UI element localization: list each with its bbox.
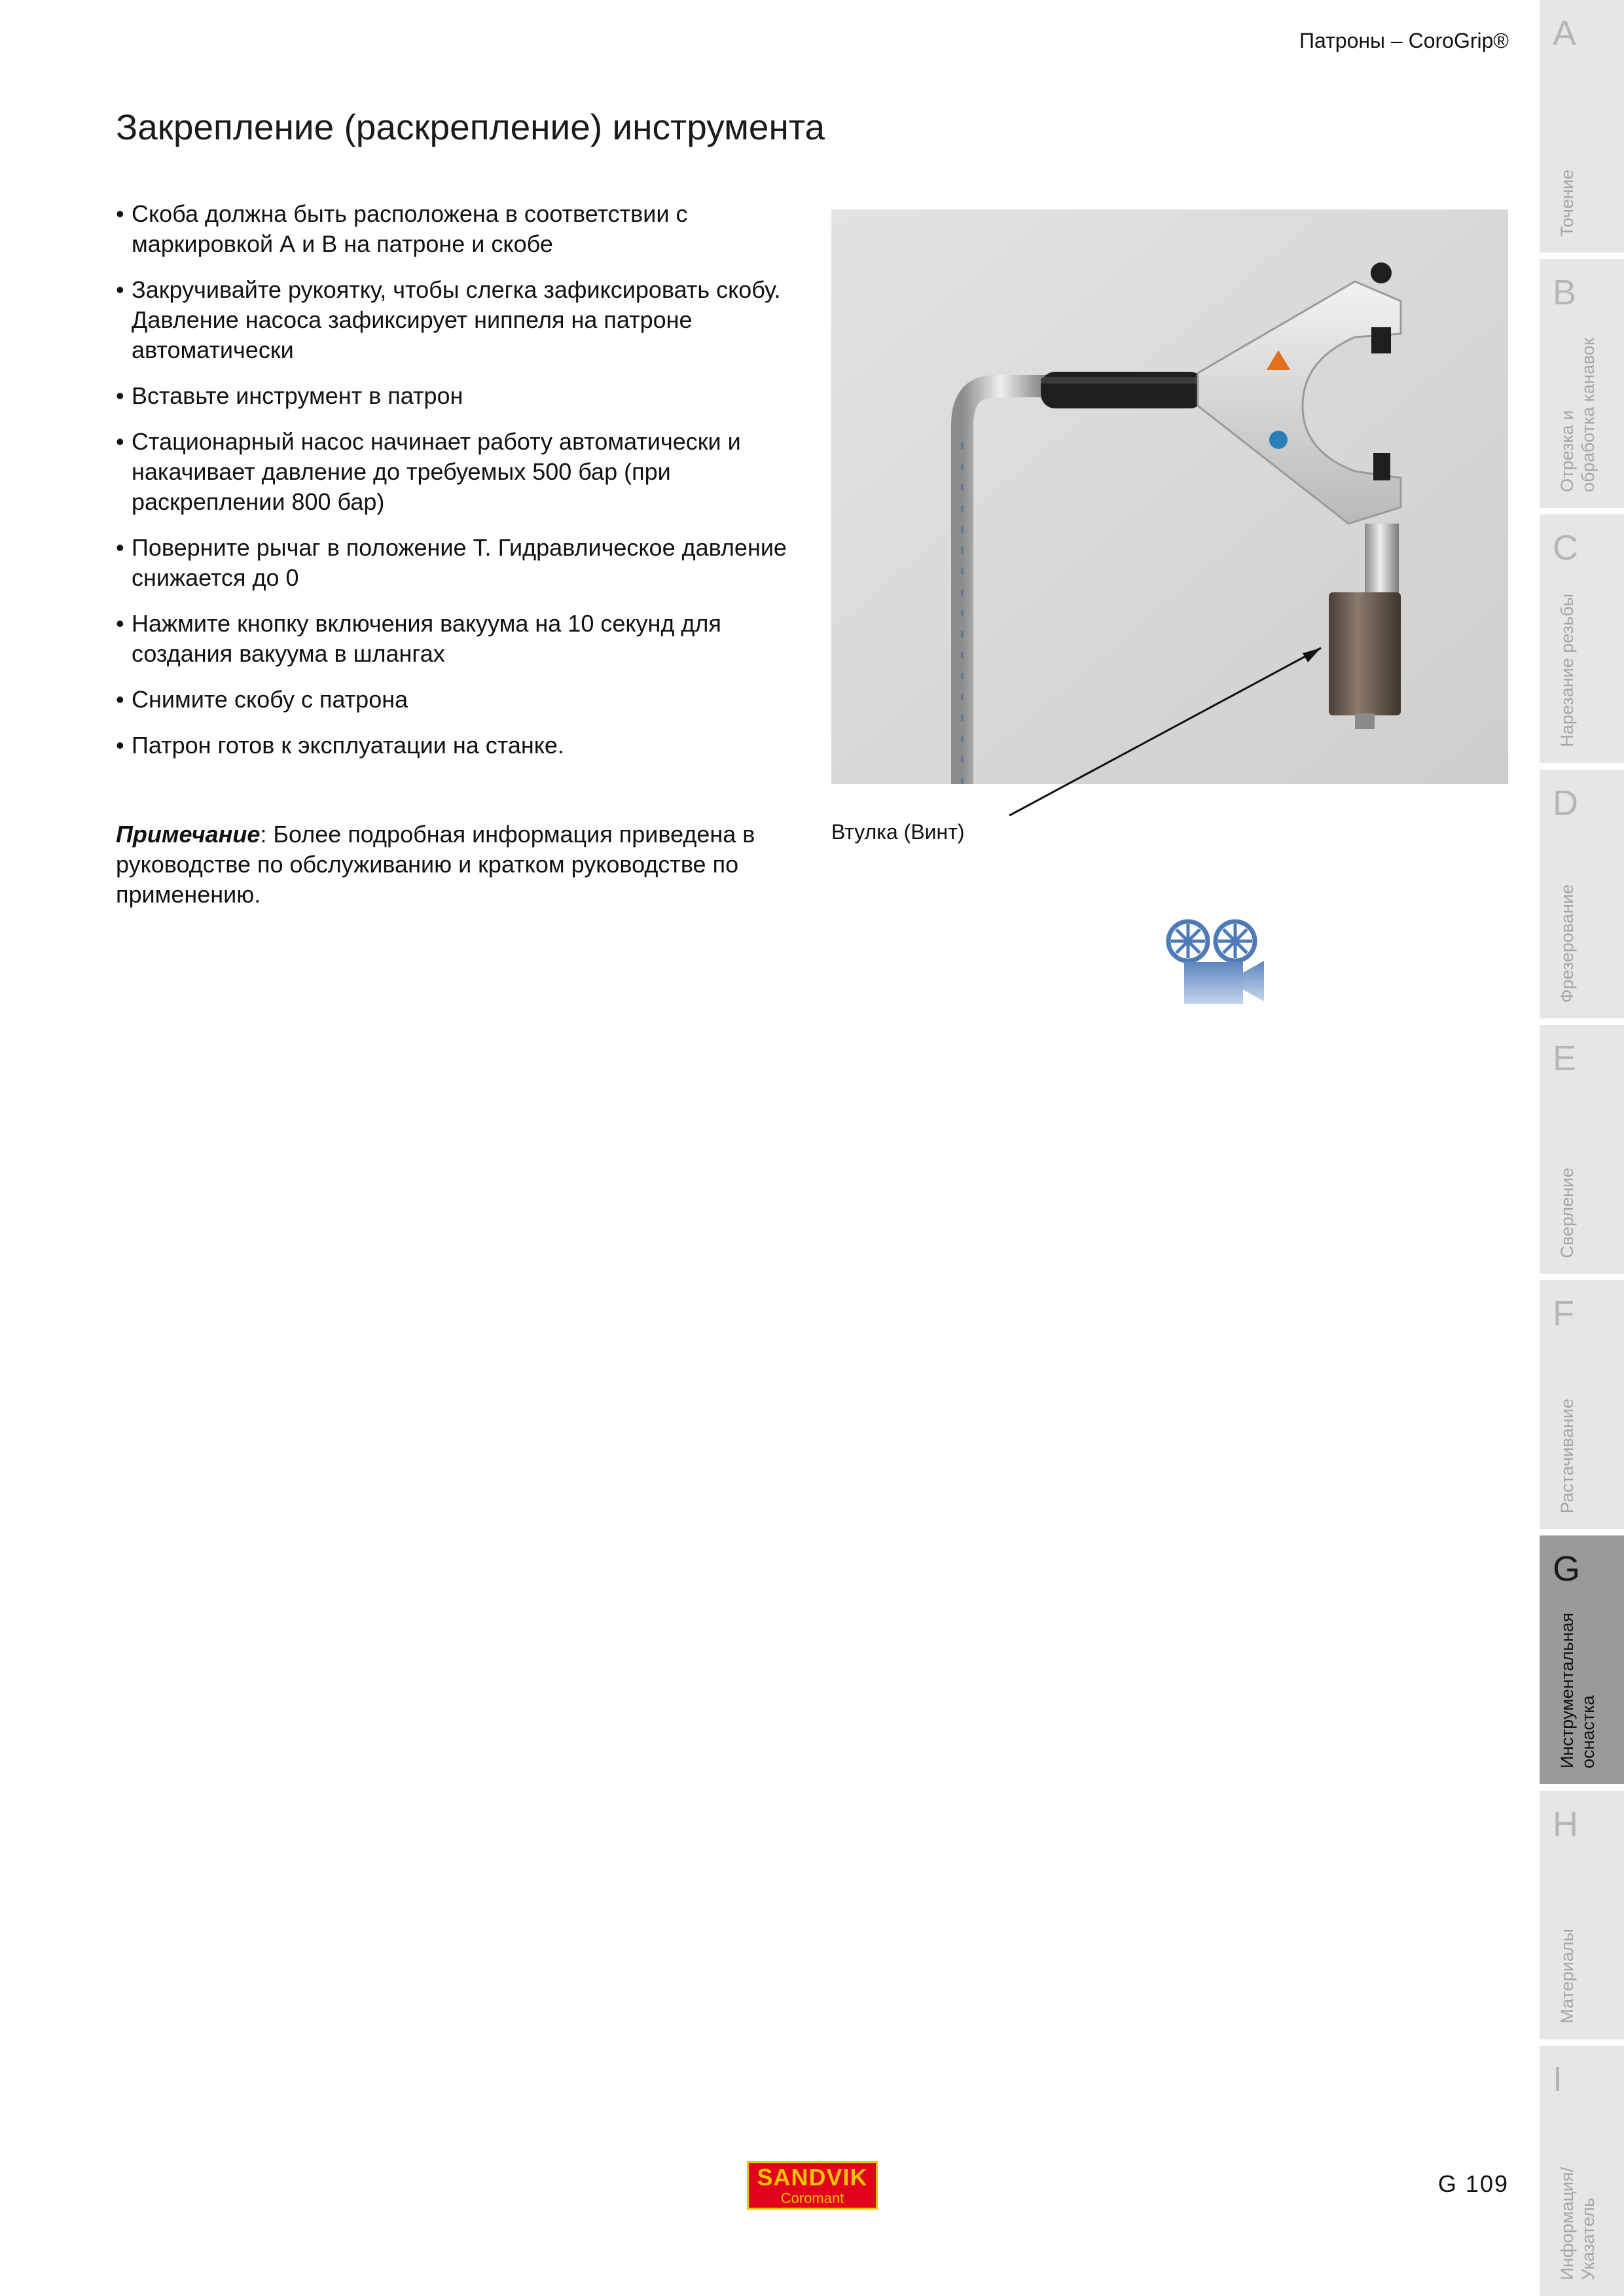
photo-caption: Втулка (Винт) bbox=[831, 820, 965, 844]
tab-letter: H bbox=[1553, 1804, 1578, 1844]
sidebar-tab-b[interactable] bbox=[1540, 259, 1624, 508]
tab-letter: D bbox=[1553, 783, 1578, 823]
sidebar-tab-f[interactable] bbox=[1540, 1280, 1624, 1529]
instruction-item: • Стационарный насос начинает работу автоматически и накачивает давление до требуемых 500 бар (при раскреплении 800 бар) bbox=[116, 427, 810, 517]
instruction-item: • Патрон готов к эксплуатации на станке. bbox=[116, 730, 810, 761]
sidebar-tab-i[interactable] bbox=[1540, 2046, 1624, 2296]
sidebar-tab-g[interactable] bbox=[1540, 1535, 1624, 1784]
instruction-item: • Снимите скобу с патрона bbox=[116, 685, 810, 715]
section-sidebar bbox=[1540, 0, 1624, 2296]
note-label: Примечание bbox=[116, 821, 261, 848]
page-number: G 109 bbox=[1437, 2170, 1509, 2197]
tab-letter: E bbox=[1553, 1039, 1577, 1078]
header-section-title: Патроны – CoroGrip® bbox=[1299, 29, 1509, 52]
tab-label: Инструментальная оснастка bbox=[1557, 1612, 1598, 1768]
tab-label: Сверление bbox=[1557, 1167, 1577, 1258]
tab-label: Материалы bbox=[1557, 1929, 1577, 2024]
instruction-list bbox=[116, 199, 810, 776]
tab-letter: F bbox=[1553, 1294, 1574, 1333]
instruction-item: • Закручивайте рукоятку, чтобы слегка зафиксировать скобу. Давление насоса зафиксирует ниппеля на патроне автоматически bbox=[116, 275, 810, 365]
instruction-item: • Нажмите кнопку включения вакуума на 10 секунд для создания вакуума в шлангах bbox=[116, 609, 810, 669]
instruction-item: • Вставьте инструмент в патрон bbox=[116, 381, 810, 411]
tab-label: Фрезерование bbox=[1557, 884, 1577, 1003]
tab-letter: C bbox=[1553, 528, 1578, 567]
tab-letter: B bbox=[1553, 273, 1577, 312]
instruction-item: • Поверните рычаг в положение Т. Гидравлическое давление снижается до 0 bbox=[116, 533, 810, 593]
tab-letter: A bbox=[1553, 14, 1577, 53]
sidebar-tab-a[interactable] bbox=[1540, 0, 1624, 253]
tab-letter: I bbox=[1553, 2060, 1563, 2099]
note-paragraph bbox=[116, 819, 810, 910]
tab-label: Растачивание bbox=[1557, 1398, 1577, 1513]
tab-letter: G bbox=[1553, 1549, 1581, 1588]
clamp-tool-illustration bbox=[831, 209, 1508, 784]
product-photo bbox=[831, 209, 1508, 784]
sidebar-tab-e[interactable] bbox=[1540, 1025, 1624, 1274]
tab-label: Отрезка и обработка канавок bbox=[1557, 338, 1598, 492]
instruction-item: • Скоба должна быть расположена в соответствии с маркировкой А и В на патроне и скобе bbox=[116, 199, 810, 259]
logo-line2: Coromant bbox=[780, 2190, 844, 2206]
sidebar-tab-d[interactable] bbox=[1540, 770, 1624, 1018]
logo-line1: SANDVIK bbox=[757, 2164, 868, 2191]
sidebar-tab-c[interactable] bbox=[1540, 514, 1624, 763]
tab-label: Точение bbox=[1557, 170, 1577, 237]
note-text: : Более подробная информация приведена в руководстве по обслуживанию и кратком руководстве по применению. bbox=[116, 821, 755, 908]
tab-label: Нарезание резьбы bbox=[1557, 594, 1577, 747]
sandvik-coromant-logo bbox=[747, 2161, 878, 2210]
film-projector-icon[interactable] bbox=[1162, 916, 1267, 1008]
page-title: Закрепление (раскрепление) инструмента bbox=[116, 107, 825, 147]
sidebar-tab-h[interactable] bbox=[1540, 1791, 1624, 2039]
tab-label: Информация/ Указатель bbox=[1557, 2167, 1598, 2280]
